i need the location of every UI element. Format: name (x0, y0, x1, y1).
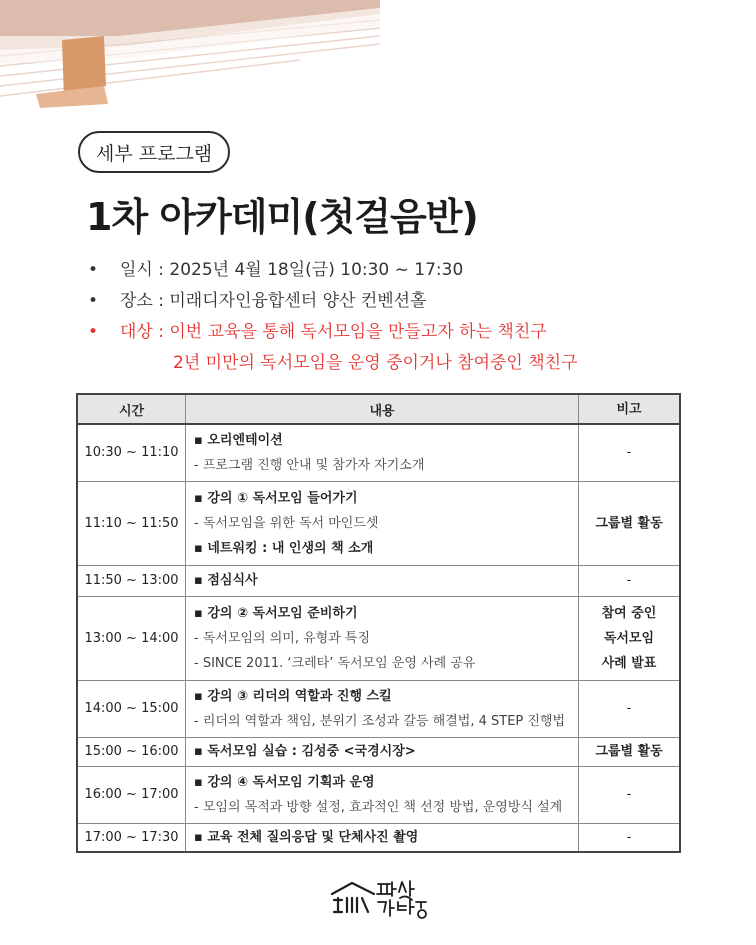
session-detail: - 프로그램 진행 안내 및 참가자 자기소개 (194, 457, 425, 473)
info-date (88, 258, 728, 289)
note-cell (579, 481, 681, 565)
note-line: 사례 발표 (601, 655, 657, 671)
note-line: 그룹별 활동 (595, 515, 663, 531)
table-row (77, 680, 680, 737)
place-text: 장소 : 미래디자인융합센터 양산 컨벤션홀 (120, 291, 427, 311)
session-detail: - SINCE 2011. ‘크레타’ 독서모임 운영 사례 공유 (194, 655, 476, 671)
table-header-row (77, 394, 680, 424)
section-badge: 세부 프로그램 (78, 131, 230, 173)
note-line: 참여 중인 (601, 605, 657, 621)
session-detail: - 독서모임을 위한 독서 마인드셋 (194, 515, 379, 531)
session-title: ▪ 오리엔테이션 (194, 432, 283, 448)
table-row (77, 424, 680, 481)
note-line: 그룹별 활동 (595, 744, 663, 759)
target-text: 대상 : 이번 교육을 통해 독서모임을 만들고자 하는 책친구 (120, 322, 547, 342)
note-line: - (626, 701, 632, 716)
info-target (88, 320, 728, 351)
content-cell (186, 737, 579, 766)
session-title: ▪ 강의 ③ 리더의 역할과 진행 스킬 (194, 688, 392, 704)
target-continued-text: 2년 미만의 독서모임을 운영 중이거나 참여중인 책친구 (173, 353, 578, 373)
event-info-list (88, 258, 728, 382)
header-content: 내용 (186, 394, 579, 424)
note-line: - (626, 445, 632, 461)
note-line: 독서모임 (603, 630, 655, 646)
session-title: ▪ 강의 ④ 독서모임 기획과 운영 (194, 774, 375, 790)
note-cell (579, 766, 681, 823)
header-time: 시간 (77, 394, 186, 424)
session-detail: - 모임의 목적과 방향 설정, 효과적인 책 선정 방법, 운영방식 설계 (194, 799, 563, 815)
session-title: ▪ 교육 전체 질의응답 및 단체사진 촬영 (194, 829, 419, 845)
session-title: ▪ 독서모임 실습 : 김성중 <국경시장> (194, 744, 416, 759)
table-row (77, 766, 680, 823)
table-row (77, 481, 680, 565)
table-row (77, 737, 680, 766)
note-cell (579, 680, 681, 737)
time-cell: 14:00 ~ 15:00 (77, 680, 186, 737)
content-cell (186, 766, 579, 823)
content-cell (186, 424, 579, 481)
table-row (77, 596, 680, 680)
note-cell (579, 823, 681, 852)
session-detail: - 독서모임의 의미, 유형과 특징 (194, 630, 371, 646)
time-cell: 10:30 ~ 11:10 (77, 424, 186, 481)
table-row (77, 823, 680, 852)
table-row (77, 565, 680, 596)
content-cell (186, 596, 579, 680)
note-line: - (626, 787, 632, 802)
session-title: ▪ 네트워킹 : 내 인생의 책 소개 (194, 540, 374, 556)
note-cell (579, 424, 681, 481)
note-cell (579, 565, 681, 596)
note-line: - (626, 573, 632, 588)
schedule-table (76, 393, 681, 853)
bullet-icon: • (88, 260, 99, 280)
content-cell (186, 680, 579, 737)
bullet-icon: • (88, 322, 99, 342)
content-cell (186, 481, 579, 565)
page-title: 1차 아카데미(첫걸음반) (86, 195, 478, 239)
time-cell: 13:00 ~ 14:00 (77, 596, 186, 680)
session-title: ▪ 강의 ② 독서모임 준비하기 (194, 605, 358, 621)
header-note: 비고 (579, 394, 681, 424)
time-cell: 16:00 ~ 17:00 (77, 766, 186, 823)
time-cell: 15:00 ~ 16:00 (77, 737, 186, 766)
time-cell: 11:10 ~ 11:50 (77, 481, 186, 565)
info-place (88, 289, 728, 320)
content-cell (186, 823, 579, 852)
book-illustration (0, 0, 380, 110)
time-cell: 17:00 ~ 17:30 (77, 823, 186, 852)
note-cell (579, 596, 681, 680)
time-cell: 11:50 ~ 13:00 (77, 565, 186, 596)
pyeongsan-bookstore-logo (330, 878, 434, 920)
content-cell (186, 565, 579, 596)
info-target-continued (88, 351, 728, 382)
session-title: ▪ 점심식사 (194, 573, 258, 588)
bullet-icon: • (88, 291, 99, 311)
note-cell (579, 737, 681, 766)
session-title: ▪ 강의 ① 독서모임 들어가기 (194, 490, 358, 506)
session-detail: - 리더의 역할과 책임, 분위기 조성과 갈등 해결법, 4 STEP 진행법 (194, 713, 566, 729)
date-text: 일시 : 2025년 4월 18일(금) 10:30 ~ 17:30 (120, 260, 464, 280)
note-line: - (626, 829, 632, 845)
